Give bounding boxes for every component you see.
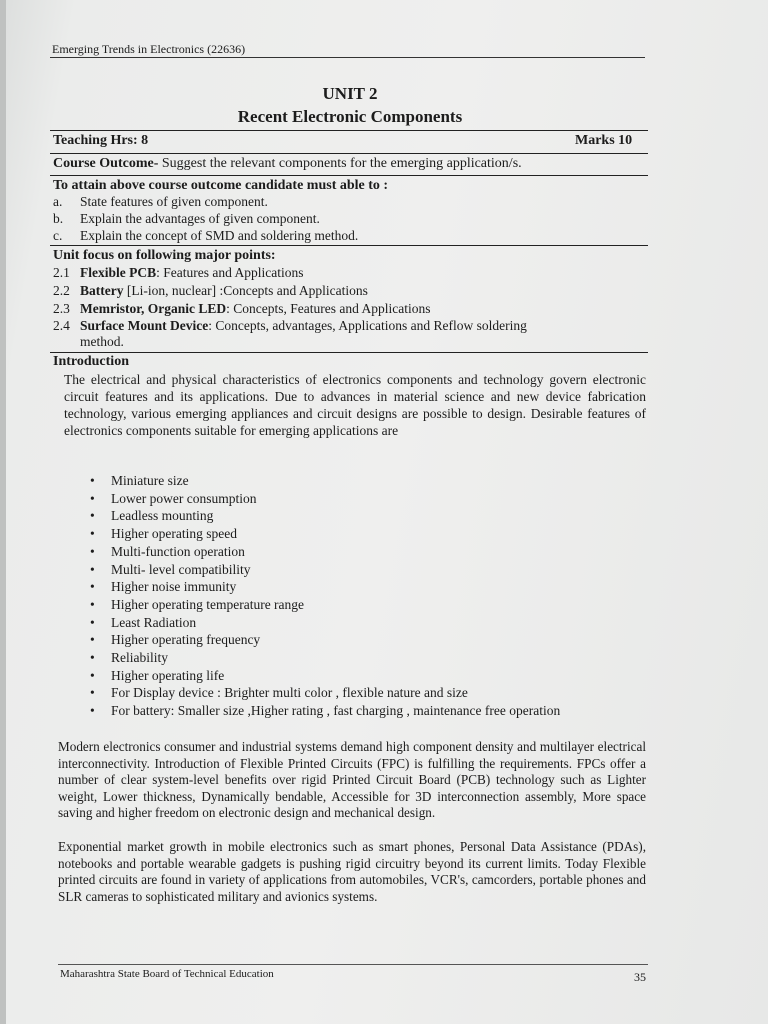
attain-item bbox=[53, 228, 358, 244]
bullet-text: Reliability bbox=[111, 650, 168, 666]
footer-board-name: Maharashtra State Board of Technical Education bbox=[60, 968, 274, 980]
feature-bullet-list bbox=[90, 472, 560, 720]
marks: Marks 10 bbox=[575, 133, 633, 148]
bullet-text: Miniature size bbox=[111, 473, 189, 488]
bullet-item bbox=[90, 472, 560, 490]
body-paragraph-market: Exponential market growth in mobile electronics such as smart phones, Personal Data Assistance (PDAs), notebooks and portable wearable gadgets is pushing rigid circuitry beyond its current limits. Today Flexible printed circuits are found in variety of applications from automobiles, VCR's, camcorders, portable phones and SLR cameras to sophisticated military and avionics systems. bbox=[58, 839, 646, 904]
bullet-item bbox=[90, 507, 560, 525]
bullet-icon: • bbox=[90, 632, 95, 648]
bullet-text: Leadless mounting bbox=[111, 508, 214, 524]
bullet-text: Higher operating life bbox=[111, 667, 225, 683]
bullet-text: For Display device : Brighter multi color , flexible nature and size bbox=[111, 685, 468, 701]
focus-item-number: 2.4 bbox=[53, 318, 70, 333]
focus-item bbox=[53, 283, 368, 299]
divider bbox=[50, 153, 648, 154]
bullet-item bbox=[90, 578, 560, 596]
focus-item-topic: Surface Mount Device bbox=[80, 318, 209, 333]
divider bbox=[50, 245, 648, 246]
attain-item-text: Explain the advantages of given component. bbox=[80, 211, 320, 226]
bullet-text: Multi-function operation bbox=[111, 543, 245, 559]
attain-item-text: State features of given component. bbox=[80, 194, 268, 209]
focus-item-number: 2.1 bbox=[53, 265, 70, 280]
divider bbox=[50, 175, 648, 176]
header-rule bbox=[50, 57, 645, 58]
bullet-icon: • bbox=[90, 596, 95, 612]
bullet-icon: • bbox=[90, 650, 95, 666]
course-outcome bbox=[53, 156, 522, 172]
divider bbox=[50, 130, 648, 131]
bullet-item bbox=[90, 596, 560, 614]
focus-item-topic: Flexible PCB bbox=[80, 265, 157, 280]
focus-item-detail: : Concepts, Features and Applications bbox=[226, 301, 431, 316]
footer-rule bbox=[58, 964, 648, 965]
bullet-item bbox=[90, 631, 560, 649]
attain-item-text: Explain the concept of SMD and soldering method. bbox=[80, 228, 359, 243]
attain-item-label: a. bbox=[53, 194, 63, 209]
bullet-icon: • bbox=[90, 667, 95, 683]
bullet-text: Higher operating speed bbox=[111, 526, 237, 542]
focus-item-topic: Battery bbox=[80, 283, 124, 298]
bullet-icon: • bbox=[90, 703, 95, 719]
course-outcome-label: Course Outcome- bbox=[53, 156, 159, 171]
focus-item-continuation: method. bbox=[80, 334, 124, 349]
bullet-item bbox=[90, 684, 560, 702]
divider bbox=[50, 352, 648, 353]
bullet-text: Lower power consumption bbox=[111, 490, 257, 506]
teaching-hours: Teaching Hrs: 8 bbox=[53, 133, 149, 148]
bullet-text: Least Radiation bbox=[111, 614, 197, 630]
bullet-icon: • bbox=[90, 614, 95, 630]
bullet-item bbox=[90, 490, 560, 508]
bullet-text: Higher operating temperature range bbox=[111, 596, 305, 612]
bullet-icon: • bbox=[90, 685, 95, 701]
bullet-icon: • bbox=[90, 473, 95, 488]
attain-item bbox=[53, 211, 320, 227]
bullet-item bbox=[90, 702, 560, 720]
focus-item-number: 2.2 bbox=[53, 283, 70, 298]
focus-item-detail: [Li-ion, nuclear] :Concepts and Applications bbox=[123, 283, 368, 298]
course-outcome-text: Suggest the relevant components for the emerging application/s. bbox=[158, 156, 522, 171]
bullet-item bbox=[90, 614, 560, 632]
bullet-item bbox=[90, 561, 560, 579]
focus-item-number: 2.3 bbox=[53, 301, 70, 316]
bullet-icon: • bbox=[90, 526, 95, 542]
bullet-icon: • bbox=[90, 561, 95, 577]
focus-item-topic: Memristor, Organic LED bbox=[80, 301, 227, 316]
attain-item-label: c. bbox=[53, 228, 63, 243]
attain-item-label: b. bbox=[53, 211, 64, 226]
unit-number: UNIT 2 bbox=[322, 84, 378, 103]
bullet-text: Multi- level compatibility bbox=[111, 561, 251, 577]
bullet-icon: • bbox=[90, 543, 95, 559]
body-paragraph-fpc: Modern electronics consumer and industrial systems demand high component density and multilayer electrical interconnectivity. Introduction of Flexible Printed Circuits (FPC) is fulfilling the requirements. FPCs offer a number of clear system-level benefits over rigid Printed Circuit Board (PCB) technology such as Lighter weight, Lower thickness, Dynamically bendable, Accessible for 3D interconnection assembly, More space saving and higher freedom on electronic design and mechanical design. bbox=[58, 739, 646, 821]
focus-item-detail: : Features and Applications bbox=[156, 265, 304, 280]
running-header: Emerging Trends in Electronics (22636) bbox=[52, 42, 246, 56]
bullet-item bbox=[90, 525, 560, 543]
bullet-text: For battery: Smaller size ,Higher rating , fast charging , maintenance free operation bbox=[111, 703, 561, 719]
bullet-icon: • bbox=[90, 490, 95, 506]
focus-item bbox=[53, 265, 303, 281]
introduction-paragraph: The electrical and physical characteristics of electronics components and technology govern electronic circuit features and its applications. Due to advances in material science and new device fabrication technology, various emerging appliances and circuit designs are possible to design. Desirable features of electronics components suitable for emerging applications are bbox=[64, 372, 646, 438]
focus-item-detail: : Concepts, advantages, Applications and Reflow soldering bbox=[208, 318, 527, 333]
page-edge-shadow bbox=[0, 0, 6, 1024]
focus-item bbox=[53, 301, 430, 317]
attain-item bbox=[53, 194, 268, 210]
focus-heading: Unit focus on following major points: bbox=[53, 248, 276, 263]
bullet-icon: • bbox=[90, 579, 95, 595]
bullet-item bbox=[90, 667, 560, 685]
page-number: 35 bbox=[634, 970, 646, 984]
bullet-text: Higher operating frequency bbox=[111, 632, 261, 648]
attain-heading: To attain above course outcome candidate must able to : bbox=[53, 178, 389, 193]
bullet-icon: • bbox=[90, 508, 95, 524]
bullet-item bbox=[90, 543, 560, 561]
introduction-heading: Introduction bbox=[53, 354, 129, 369]
focus-item bbox=[53, 318, 527, 334]
bullet-text: Higher noise immunity bbox=[111, 579, 237, 595]
unit-title: Recent Electronic Components bbox=[237, 107, 463, 126]
bullet-item bbox=[90, 649, 560, 667]
